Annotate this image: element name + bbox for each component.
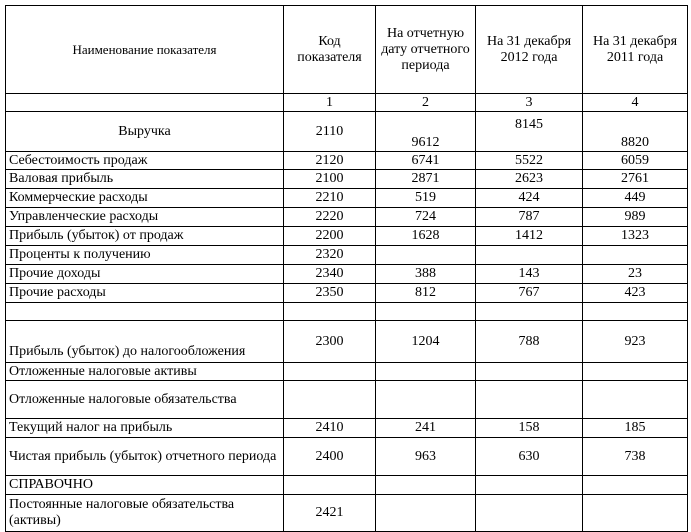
row-value-prev: 787 bbox=[476, 208, 583, 227]
row-code: 2220 bbox=[284, 208, 376, 227]
row-name: Коммерческие расходы bbox=[6, 189, 284, 208]
table-row bbox=[6, 189, 688, 208]
row-value-prev2: 738 bbox=[583, 438, 688, 476]
row-value-prev bbox=[476, 363, 583, 381]
row-value-current bbox=[376, 495, 476, 532]
row-value-prev: 1412 bbox=[476, 227, 583, 246]
row-value-current bbox=[376, 246, 476, 265]
row-value-prev2: 2761 bbox=[583, 170, 688, 189]
row-code bbox=[284, 381, 376, 419]
table-row bbox=[6, 321, 688, 363]
row-value-current: 2871 bbox=[376, 170, 476, 189]
table-row-blank bbox=[6, 303, 688, 321]
row-name: Отложенные налоговые обязательства bbox=[6, 381, 284, 419]
table-row bbox=[6, 152, 688, 170]
row-name: Валовая прибыль bbox=[6, 170, 284, 189]
row-value-prev2 bbox=[583, 303, 688, 321]
row-value-prev bbox=[476, 381, 583, 419]
row-code bbox=[284, 363, 376, 381]
table-row bbox=[6, 227, 688, 246]
table-row bbox=[6, 476, 688, 495]
row-code: 2300 bbox=[284, 321, 376, 363]
row-name: Себестоимость продаж bbox=[6, 152, 284, 170]
row-value-prev2: 8820 bbox=[583, 112, 688, 152]
row-code bbox=[284, 476, 376, 495]
column-number: 3 bbox=[476, 94, 583, 112]
table-row bbox=[6, 208, 688, 227]
row-value-current bbox=[376, 303, 476, 321]
row-value-prev: 424 bbox=[476, 189, 583, 208]
row-name: Прибыль (убыток) от продаж bbox=[6, 227, 284, 246]
row-value-prev2: 185 bbox=[583, 419, 688, 438]
row-code: 2200 bbox=[284, 227, 376, 246]
row-value-current bbox=[376, 363, 476, 381]
column-number-blank bbox=[6, 94, 284, 112]
header-current: На отчетную дату отчетного периода bbox=[376, 6, 476, 94]
table-row bbox=[6, 265, 688, 284]
table-row bbox=[6, 419, 688, 438]
row-name: Отложенные налоговые активы bbox=[6, 363, 284, 381]
row-value-current: 1204 bbox=[376, 321, 476, 363]
row-value-prev2 bbox=[583, 476, 688, 495]
row-value-current: 388 bbox=[376, 265, 476, 284]
header-row bbox=[6, 6, 688, 94]
table-row bbox=[6, 112, 688, 152]
table-row bbox=[6, 495, 688, 532]
row-value-prev: 5522 bbox=[476, 152, 583, 170]
row-value-prev2: 423 bbox=[583, 284, 688, 303]
row-value-prev2: 6059 bbox=[583, 152, 688, 170]
column-number-row bbox=[6, 94, 688, 112]
row-value-prev bbox=[476, 476, 583, 495]
row-value-prev: 788 bbox=[476, 321, 583, 363]
row-code: 2210 bbox=[284, 189, 376, 208]
table-row bbox=[6, 246, 688, 265]
header-code: Код показателя bbox=[284, 6, 376, 94]
row-value-prev: 767 bbox=[476, 284, 583, 303]
table-row bbox=[6, 284, 688, 303]
column-number: 4 bbox=[583, 94, 688, 112]
row-name: Проценты к получению bbox=[6, 246, 284, 265]
financial-results-table bbox=[5, 5, 688, 532]
row-value-prev bbox=[476, 495, 583, 532]
row-value-current bbox=[376, 476, 476, 495]
row-value-prev2: 23 bbox=[583, 265, 688, 284]
row-name: Текущий налог на прибыль bbox=[6, 419, 284, 438]
row-name: Управленческие расходы bbox=[6, 208, 284, 227]
table-row bbox=[6, 363, 688, 381]
row-value-prev2 bbox=[583, 381, 688, 419]
row-value-prev2 bbox=[583, 363, 688, 381]
row-value-current: 1628 bbox=[376, 227, 476, 246]
row-code: 2400 bbox=[284, 438, 376, 476]
row-value-current: 6741 bbox=[376, 152, 476, 170]
header-prev: На 31 декабря 2012 года bbox=[476, 6, 583, 94]
row-value-prev: 8145 bbox=[476, 112, 583, 152]
header-prev2: На 31 декабря 2011 года bbox=[583, 6, 688, 94]
row-code: 2120 bbox=[284, 152, 376, 170]
row-value-current: 963 bbox=[376, 438, 476, 476]
row-value-prev2: 989 bbox=[583, 208, 688, 227]
row-name: Постоянные налоговые обязательства (активы) bbox=[6, 495, 284, 532]
row-value-current: 724 bbox=[376, 208, 476, 227]
row-name: Прочие расходы bbox=[6, 284, 284, 303]
row-value-current: 241 bbox=[376, 419, 476, 438]
row-value-prev2 bbox=[583, 495, 688, 532]
row-code bbox=[284, 303, 376, 321]
row-value-current: 9612 bbox=[376, 112, 476, 152]
row-value-prev2 bbox=[583, 246, 688, 265]
row-value-prev bbox=[476, 303, 583, 321]
table-row bbox=[6, 381, 688, 419]
row-value-prev2: 923 bbox=[583, 321, 688, 363]
row-value-current: 812 bbox=[376, 284, 476, 303]
row-code: 2110 bbox=[284, 112, 376, 152]
row-value-prev2: 1323 bbox=[583, 227, 688, 246]
row-value-prev: 158 bbox=[476, 419, 583, 438]
row-name: СПРАВОЧНО bbox=[6, 476, 284, 495]
row-code: 2340 bbox=[284, 265, 376, 284]
row-name bbox=[6, 303, 284, 321]
row-name: Прочие доходы bbox=[6, 265, 284, 284]
row-value-prev bbox=[476, 246, 583, 265]
table-row bbox=[6, 170, 688, 189]
header-name: Наименование показателя bbox=[6, 6, 284, 94]
row-value-prev: 143 bbox=[476, 265, 583, 284]
row-name: Выручка bbox=[6, 112, 284, 152]
row-code: 2100 bbox=[284, 170, 376, 189]
row-name: Прибыль (убыток) до налогообложения bbox=[6, 321, 284, 363]
row-code: 2320 bbox=[284, 246, 376, 265]
row-value-prev2: 449 bbox=[583, 189, 688, 208]
row-value-prev: 2623 bbox=[476, 170, 583, 189]
row-value-current bbox=[376, 381, 476, 419]
column-number: 1 bbox=[284, 94, 376, 112]
column-number: 2 bbox=[376, 94, 476, 112]
row-value-current: 519 bbox=[376, 189, 476, 208]
row-value-prev: 630 bbox=[476, 438, 583, 476]
row-name: Чистая прибыль (убыток) отчетного периода bbox=[6, 438, 284, 476]
table-row bbox=[6, 438, 688, 476]
row-code: 2421 bbox=[284, 495, 376, 532]
row-code: 2410 bbox=[284, 419, 376, 438]
row-code: 2350 bbox=[284, 284, 376, 303]
